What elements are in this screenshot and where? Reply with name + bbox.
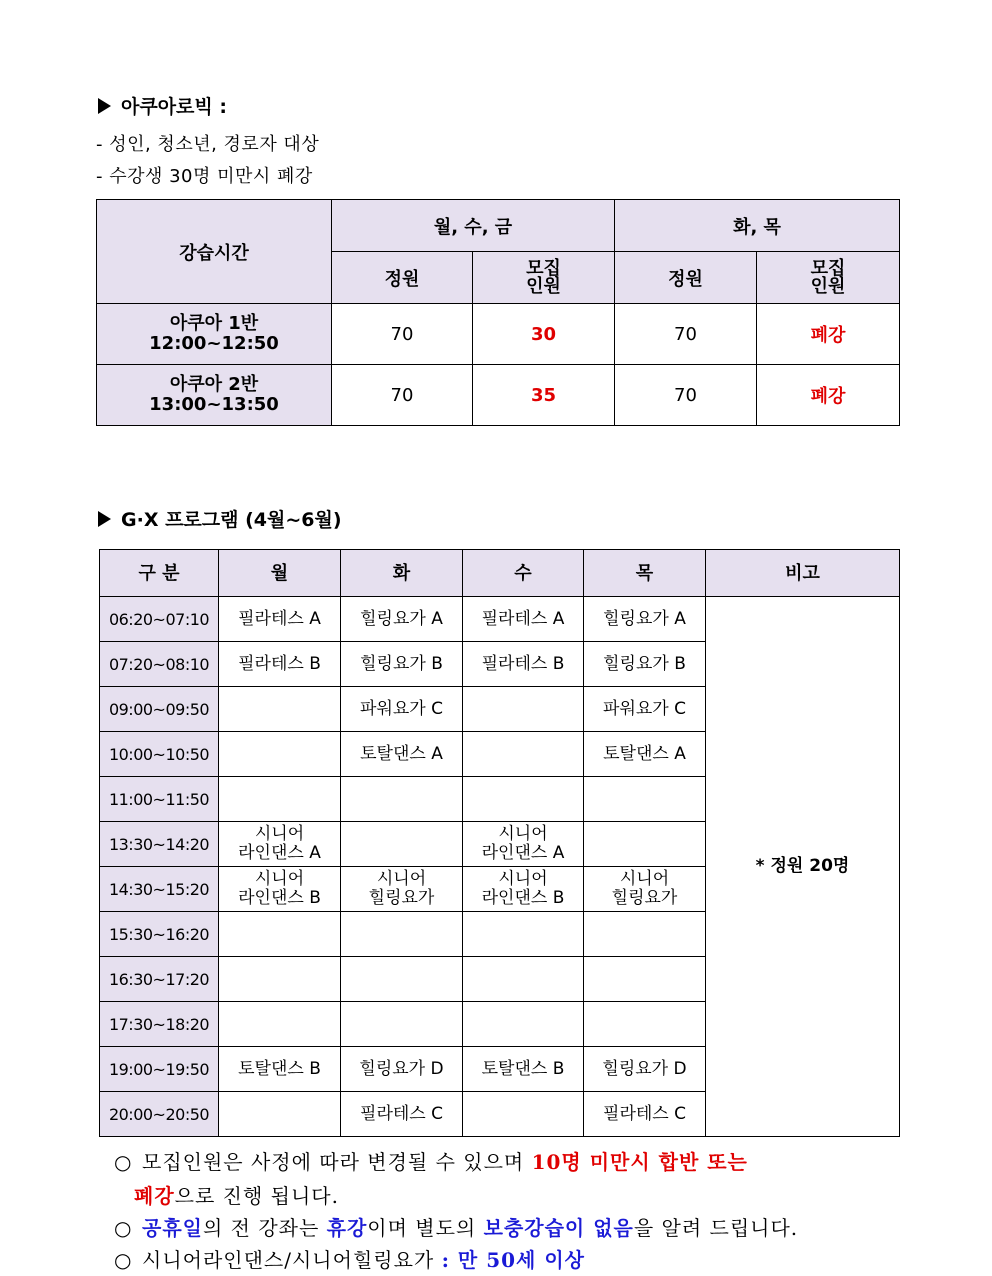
gx-class-cell-mon bbox=[219, 1002, 341, 1047]
gx-class-cell-mon bbox=[219, 1092, 341, 1137]
triangle-bullet-icon bbox=[98, 98, 111, 114]
aqua-capacity: 70 bbox=[332, 365, 473, 426]
gx-time-cell: 11:00~11:50 bbox=[100, 777, 219, 822]
gx-time-cell: 09:00~09:50 bbox=[100, 687, 219, 732]
gx-class-cell-wed bbox=[463, 1002, 584, 1047]
aqua-class-name: 아쿠아 1반 bbox=[169, 313, 259, 334]
gx-class-cell-mon bbox=[219, 957, 341, 1002]
gx-class-cell-mon: 필라테스 A bbox=[219, 597, 341, 642]
gx-class-cell-tue bbox=[341, 1002, 463, 1047]
aqua-recruit: 폐강 bbox=[757, 365, 900, 426]
gx-table bbox=[99, 549, 900, 1137]
gx-time-cell: 13:30~14:20 bbox=[100, 822, 219, 867]
gx-class-cell-mon: 필라테스 B bbox=[219, 642, 341, 687]
gx-class-cell-mon: 토탈댄스 B bbox=[219, 1047, 341, 1092]
gx-class-cell-mon bbox=[219, 732, 341, 777]
gx-title: G·X 프로그램 (4월~6월) bbox=[121, 509, 342, 531]
aqua-line-1: - 성인, 청소년, 경로자 대상 bbox=[96, 134, 320, 155]
aqua-title: 아쿠아로빅 : bbox=[121, 96, 227, 118]
note-2-holiday: 공휴일 bbox=[142, 1216, 203, 1240]
gx-class-cell-mon bbox=[219, 687, 341, 732]
table-row bbox=[97, 365, 900, 426]
gx-class-cell-mon: 시니어 라인댄스 A bbox=[219, 822, 341, 867]
gx-time-cell: 15:30~16:20 bbox=[100, 912, 219, 957]
aqua-capacity: 70 bbox=[332, 304, 473, 365]
note-3-age: : 만 50세 이상 bbox=[441, 1248, 585, 1272]
gx-class-cell-wed: 필라테스 A bbox=[463, 597, 584, 642]
aqua-section-title bbox=[98, 92, 227, 119]
aqua-line-2: - 수강생 30명 미만시 폐강 bbox=[96, 166, 313, 187]
aqua-capacity: 70 bbox=[615, 365, 757, 426]
note-3 bbox=[114, 1244, 585, 1273]
gx-class-cell-wed: 필라테스 B bbox=[463, 642, 584, 687]
gx-class-cell-thu bbox=[584, 957, 706, 1002]
gx-class-cell-thu: 파워요가 C bbox=[584, 687, 706, 732]
gx-header-division: 구 분 bbox=[100, 550, 219, 597]
gx-class-cell-tue bbox=[341, 957, 463, 1002]
gx-class-cell-mon bbox=[219, 777, 341, 822]
gx-class-cell-wed bbox=[463, 957, 584, 1002]
aqua-class-time: 12:00~12:50 bbox=[149, 333, 279, 354]
gx-remarks-cell: * 정원 20명 bbox=[706, 597, 900, 1137]
gx-header-mon: 월 bbox=[219, 550, 341, 597]
gx-header-wed: 수 bbox=[463, 550, 584, 597]
gx-class-cell-thu: 토탈댄스 A bbox=[584, 732, 706, 777]
aqua-capacity: 70 bbox=[615, 304, 757, 365]
note-2-break: 휴강 bbox=[326, 1216, 368, 1240]
gx-class-cell-tue: 필라테스 C bbox=[341, 1092, 463, 1137]
aqua-header-recruit-1: 모집 인원 bbox=[473, 252, 615, 304]
table-row bbox=[97, 304, 900, 365]
aqua-recruit: 30 bbox=[473, 304, 615, 365]
note-1-closure: 폐강 bbox=[134, 1184, 175, 1208]
aqua-table bbox=[96, 199, 900, 426]
gx-class-cell-wed: 토탈댄스 B bbox=[463, 1047, 584, 1092]
note-1-text: 모집인원은 사정에 따라 변경될 수 있으며 bbox=[142, 1150, 532, 1174]
gx-header-remarks: 비고 bbox=[706, 550, 900, 597]
gx-class-cell-wed: 시니어 라인댄스 A bbox=[463, 822, 584, 867]
aqua-header-capacity-2: 정원 bbox=[615, 252, 757, 304]
gx-class-cell-thu: 힐링요가 D bbox=[584, 1047, 706, 1092]
aqua-header-recruit-2: 모집 인원 bbox=[757, 252, 900, 304]
gx-class-cell-thu: 시니어 힐링요가 bbox=[584, 867, 706, 912]
gx-time-cell: 06:20~07:10 bbox=[100, 597, 219, 642]
aqua-header-group-mwf: 월, 수, 금 bbox=[332, 200, 615, 252]
gx-time-cell: 19:00~19:50 bbox=[100, 1047, 219, 1092]
note-2-text: 의 전 강좌는 bbox=[202, 1216, 327, 1240]
gx-header-thu: 목 bbox=[584, 550, 706, 597]
gx-class-cell-wed bbox=[463, 1092, 584, 1137]
aqua-recruit: 35 bbox=[473, 365, 615, 426]
gx-class-cell-tue: 힐링요가 D bbox=[341, 1047, 463, 1092]
gx-class-cell-tue: 힐링요가 A bbox=[341, 597, 463, 642]
gx-section-title bbox=[98, 505, 342, 532]
aqua-class-cell bbox=[97, 304, 332, 365]
aqua-header-time: 강습시간 bbox=[97, 200, 332, 304]
note-1 bbox=[114, 1146, 748, 1175]
note-3-text: 시니어라인댄스/시니어힐링요가 bbox=[142, 1248, 442, 1272]
gx-class-cell-mon bbox=[219, 912, 341, 957]
aqua-class-time: 13:00~13:50 bbox=[149, 394, 279, 415]
gx-class-cell-wed: 시니어 라인댄스 B bbox=[463, 867, 584, 912]
gx-class-cell-wed bbox=[463, 687, 584, 732]
gx-class-cell-tue bbox=[341, 822, 463, 867]
aqua-header-capacity-1: 정원 bbox=[332, 252, 473, 304]
triangle-bullet-icon bbox=[98, 511, 111, 527]
gx-class-cell-wed bbox=[463, 912, 584, 957]
circle-bullet-icon: ○ bbox=[114, 1216, 133, 1240]
gx-class-cell-thu: 힐링요가 A bbox=[584, 597, 706, 642]
gx-class-cell-wed bbox=[463, 777, 584, 822]
gx-time-cell: 17:30~18:20 bbox=[100, 1002, 219, 1047]
gx-class-cell-tue bbox=[341, 777, 463, 822]
circle-bullet-icon: ○ bbox=[114, 1248, 133, 1272]
gx-time-cell: 16:30~17:20 bbox=[100, 957, 219, 1002]
note-2-makeup: 보충강습이 없음 bbox=[483, 1216, 634, 1240]
gx-time-cell: 10:00~10:50 bbox=[100, 732, 219, 777]
gx-time-cell: 07:20~08:10 bbox=[100, 642, 219, 687]
gx-class-cell-mon: 시니어 라인댄스 B bbox=[219, 867, 341, 912]
note-1-highlight: 10명 미만시 합반 또는 bbox=[531, 1150, 748, 1174]
gx-class-cell-thu bbox=[584, 1002, 706, 1047]
note-1-cont bbox=[134, 1180, 339, 1209]
gx-class-cell-thu: 필라테스 C bbox=[584, 1092, 706, 1137]
aqua-class-cell bbox=[97, 365, 332, 426]
aqua-class-name: 아쿠아 2반 bbox=[169, 374, 259, 395]
table-row bbox=[100, 597, 900, 642]
gx-class-cell-thu bbox=[584, 822, 706, 867]
note-2 bbox=[114, 1212, 798, 1241]
circle-bullet-icon: ○ bbox=[114, 1150, 133, 1174]
gx-class-cell-wed bbox=[463, 732, 584, 777]
note-2-tail: 을 알려 드립니다. bbox=[633, 1216, 799, 1240]
gx-class-cell-thu bbox=[584, 777, 706, 822]
gx-header-tue: 화 bbox=[341, 550, 463, 597]
aqua-header-group-tt: 화, 목 bbox=[615, 200, 900, 252]
aqua-recruit: 폐강 bbox=[757, 304, 900, 365]
gx-class-cell-tue bbox=[341, 912, 463, 957]
gx-class-cell-thu bbox=[584, 912, 706, 957]
gx-class-cell-tue: 시니어 힐링요가 bbox=[341, 867, 463, 912]
gx-time-cell: 14:30~15:20 bbox=[100, 867, 219, 912]
gx-class-cell-tue: 토탈댄스 A bbox=[341, 732, 463, 777]
gx-class-cell-thu: 힐링요가 B bbox=[584, 642, 706, 687]
gx-class-cell-tue: 힐링요가 B bbox=[341, 642, 463, 687]
note-2-text-b: 이며 별도의 bbox=[367, 1216, 484, 1240]
gx-class-cell-tue: 파워요가 C bbox=[341, 687, 463, 732]
gx-time-cell: 20:00~20:50 bbox=[100, 1092, 219, 1137]
note-1-tail: 으로 진행 됩니다. bbox=[174, 1184, 339, 1208]
